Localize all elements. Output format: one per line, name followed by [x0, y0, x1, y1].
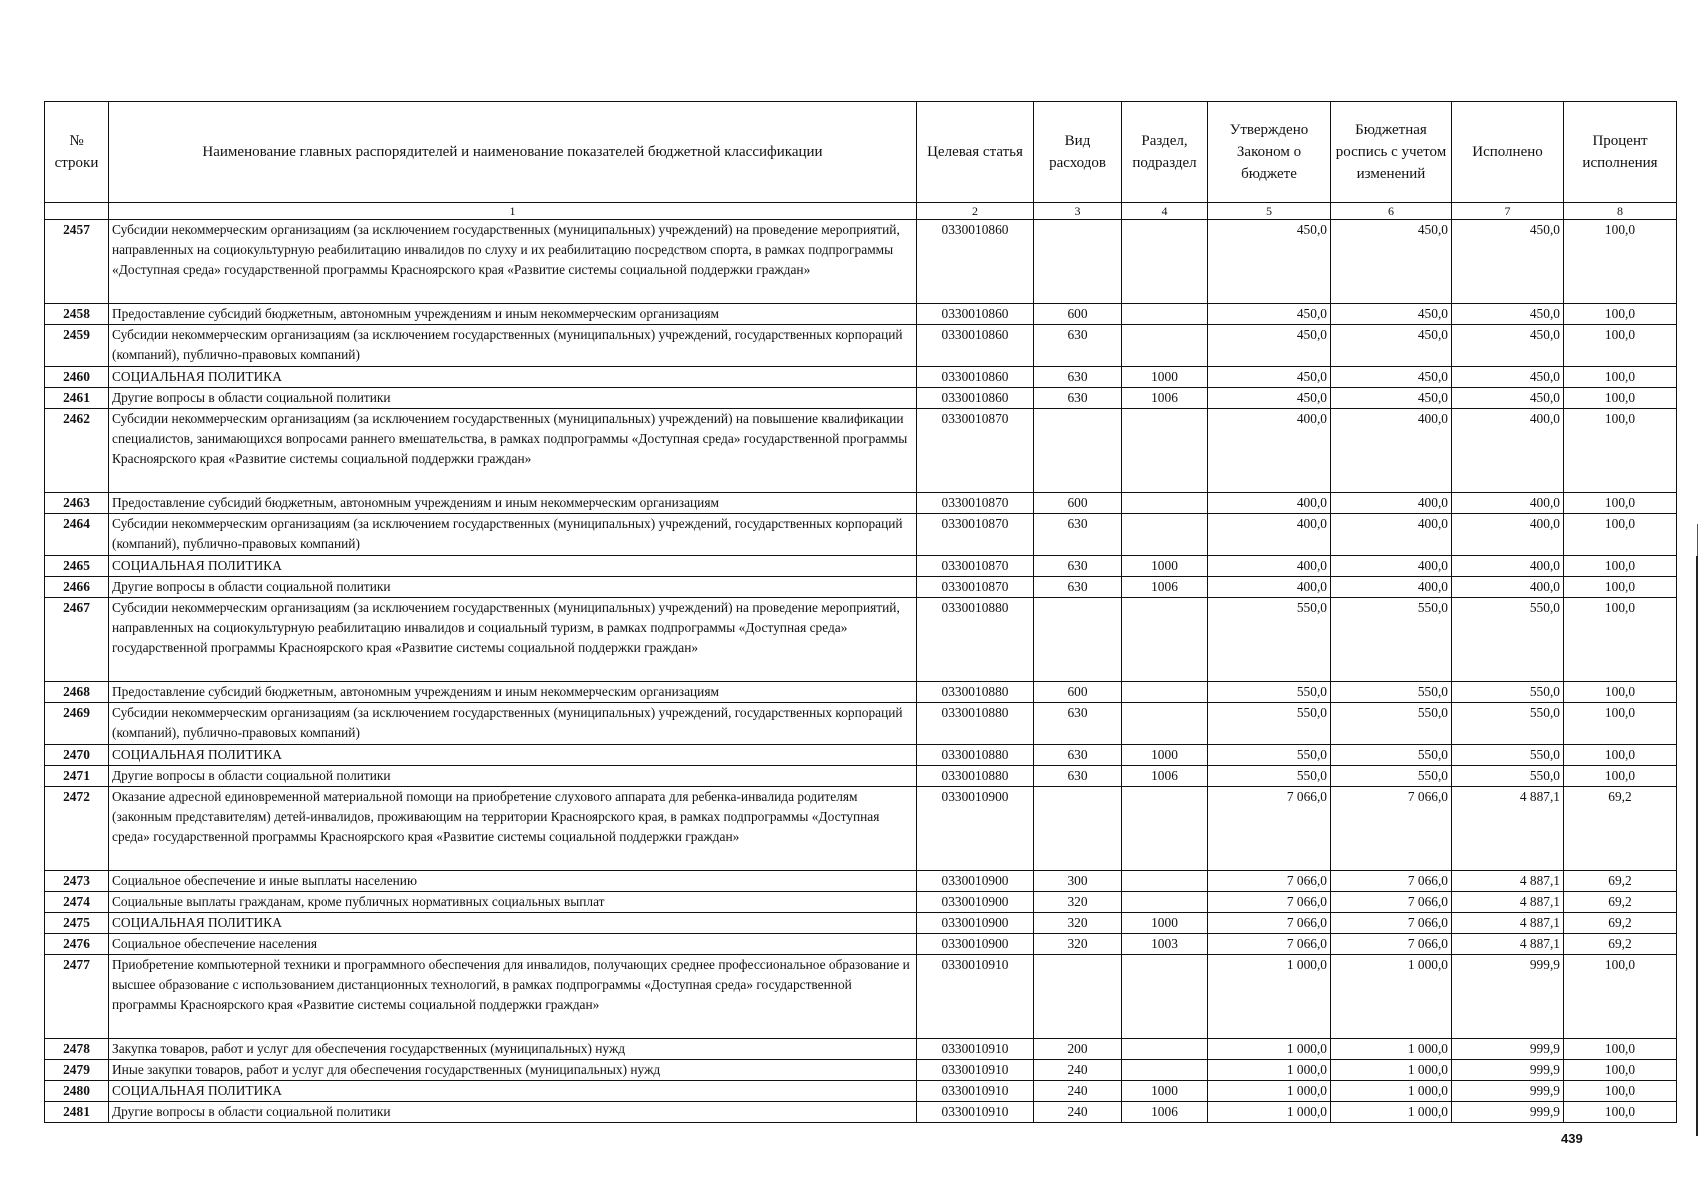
row-section: 1000: [1122, 913, 1208, 934]
row-budget-list: 550,0: [1331, 598, 1452, 682]
row-executed: 400,0: [1452, 577, 1564, 598]
row-number: 2471: [45, 766, 109, 787]
row-executed: 450,0: [1452, 304, 1564, 325]
row-name: Социальное обеспечение и иные выплаты населению: [109, 871, 917, 892]
table-row: [45, 493, 1677, 514]
row-budget-list: 7 066,0: [1331, 871, 1452, 892]
row-expense-type: 240: [1034, 1081, 1122, 1102]
row-target-article: 0330010870: [917, 577, 1034, 598]
row-approved: 550,0: [1208, 682, 1331, 703]
scan-edge-line: [1696, 556, 1698, 1136]
row-name: Социальные выплаты гражданам, кроме публичных нормативных социальных выплат: [109, 892, 917, 913]
row-number: 2459: [45, 325, 109, 367]
row-expense-type: [1034, 955, 1122, 1039]
row-percent: 100,0: [1564, 493, 1677, 514]
row-number: 2474: [45, 892, 109, 913]
row-number: 2465: [45, 556, 109, 577]
row-target-article: 0330010860: [917, 220, 1034, 304]
header-index-cell: 2: [917, 203, 1034, 220]
row-target-article: 0330010900: [917, 871, 1034, 892]
row-number: 2478: [45, 1039, 109, 1060]
row-target-article: 0330010880: [917, 703, 1034, 745]
row-number: 2460: [45, 367, 109, 388]
row-approved: 1 000,0: [1208, 1060, 1331, 1081]
header-target-article: Целевая статья: [917, 102, 1034, 203]
row-name: Другие вопросы в области социальной политики: [109, 577, 917, 598]
row-number: 2469: [45, 703, 109, 745]
row-number: 2457: [45, 220, 109, 304]
row-section: 1003: [1122, 934, 1208, 955]
row-expense-type: 600: [1034, 682, 1122, 703]
row-percent: 69,2: [1564, 871, 1677, 892]
row-section: [1122, 514, 1208, 556]
row-approved: 450,0: [1208, 388, 1331, 409]
table-row: [45, 892, 1677, 913]
row-executed: 400,0: [1452, 409, 1564, 493]
budget-table-sheet: [44, 101, 1676, 1132]
row-number: 2468: [45, 682, 109, 703]
row-section: [1122, 1039, 1208, 1060]
table-row: [45, 577, 1677, 598]
row-target-article: 0330010900: [917, 892, 1034, 913]
row-approved: 1 000,0: [1208, 1102, 1331, 1123]
row-expense-type: 630: [1034, 556, 1122, 577]
row-number: 2477: [45, 955, 109, 1039]
row-section: 1006: [1122, 388, 1208, 409]
row-number: 2463: [45, 493, 109, 514]
row-percent: 100,0: [1564, 703, 1677, 745]
row-percent: 100,0: [1564, 304, 1677, 325]
row-name: Субсидии некоммерческим организациям (за исключением государственных (муниципальных) учреждений, государственных корпораций (компаний), публично-правовых компаний): [109, 514, 917, 556]
header-expense-type: Вид расходов: [1034, 102, 1122, 203]
table-row: [45, 871, 1677, 892]
table-row: [45, 409, 1677, 493]
row-name: СОЦИАЛЬНАЯ ПОЛИТИКА: [109, 367, 917, 388]
row-target-article: 0330010880: [917, 766, 1034, 787]
row-expense-type: 240: [1034, 1102, 1122, 1123]
page-number: 439: [1561, 1131, 1583, 1146]
row-expense-type: 630: [1034, 514, 1122, 556]
row-approved: 450,0: [1208, 304, 1331, 325]
header-index-cell: 8: [1564, 203, 1677, 220]
row-budget-list: 1 000,0: [1331, 1060, 1452, 1081]
row-executed: 450,0: [1452, 367, 1564, 388]
row-name: Закупка товаров, работ и услуг для обеспечения государственных (муниципальных) нужд: [109, 1039, 917, 1060]
row-approved: 400,0: [1208, 556, 1331, 577]
header-index-cell: [45, 203, 109, 220]
row-expense-type: 630: [1034, 388, 1122, 409]
row-name: Другие вопросы в области социальной политики: [109, 1102, 917, 1123]
row-executed: 550,0: [1452, 766, 1564, 787]
row-expense-type: 320: [1034, 892, 1122, 913]
row-number: 2481: [45, 1102, 109, 1123]
row-target-article: 0330010910: [917, 1060, 1034, 1081]
row-section: 1000: [1122, 1081, 1208, 1102]
row-section: [1122, 871, 1208, 892]
row-approved: 450,0: [1208, 367, 1331, 388]
row-approved: 400,0: [1208, 493, 1331, 514]
row-executed: 550,0: [1452, 598, 1564, 682]
row-name: СОЦИАЛЬНАЯ ПОЛИТИКА: [109, 1081, 917, 1102]
row-budget-list: 400,0: [1331, 577, 1452, 598]
row-percent: 100,0: [1564, 598, 1677, 682]
row-percent: 100,0: [1564, 388, 1677, 409]
row-name: Социальное обеспечение населения: [109, 934, 917, 955]
row-executed: 4 887,1: [1452, 913, 1564, 934]
table-row: [45, 913, 1677, 934]
row-number: 2473: [45, 871, 109, 892]
row-number: 2479: [45, 1060, 109, 1081]
row-expense-type: 300: [1034, 871, 1122, 892]
row-expense-type: [1034, 409, 1122, 493]
header-name: Наименование главных распорядителей и наименование показателей бюджетной классификации: [109, 102, 917, 203]
row-approved: 1 000,0: [1208, 1039, 1331, 1060]
row-expense-type: [1034, 220, 1122, 304]
row-name: Субсидии некоммерческим организациям (за исключением государственных (муниципальных) учреждений, государственных корпораций (компаний), публично-правовых компаний): [109, 325, 917, 367]
row-target-article: 0330010860: [917, 304, 1034, 325]
row-approved: 450,0: [1208, 220, 1331, 304]
row-percent: 100,0: [1564, 1102, 1677, 1123]
row-expense-type: 600: [1034, 304, 1122, 325]
row-executed: 999,9: [1452, 1060, 1564, 1081]
row-expense-type: 630: [1034, 577, 1122, 598]
header-percent: Процент исполнения: [1564, 102, 1677, 203]
table-row: [45, 514, 1677, 556]
row-approved: 400,0: [1208, 514, 1331, 556]
row-name: Оказание адресной единовременной материальной помощи на приобретение слухового аппарата для ребенка-инвалида родителям (законным представителям) детей-инвалидов, проживающим на территории Красноярского края, в рамках подпрограммы «Доступная среда» государственной программы Красноярского края «Развитие системы социальной поддержки граждан»: [109, 787, 917, 871]
row-target-article: 0330010900: [917, 787, 1034, 871]
row-budget-list: 450,0: [1331, 367, 1452, 388]
row-executed: 999,9: [1452, 1039, 1564, 1060]
header-index-cell: 1: [109, 203, 917, 220]
row-expense-type: 630: [1034, 325, 1122, 367]
row-target-article: 0330010870: [917, 409, 1034, 493]
header-index-cell: 7: [1452, 203, 1564, 220]
row-executed: 550,0: [1452, 703, 1564, 745]
row-section: [1122, 892, 1208, 913]
row-percent: 100,0: [1564, 1081, 1677, 1102]
row-approved: 1 000,0: [1208, 955, 1331, 1039]
row-section: 1000: [1122, 367, 1208, 388]
row-number: 2470: [45, 745, 109, 766]
header-section: Раздел, подраздел: [1122, 102, 1208, 203]
row-number: 2467: [45, 598, 109, 682]
row-section: [1122, 682, 1208, 703]
row-expense-type: 200: [1034, 1039, 1122, 1060]
row-approved: 400,0: [1208, 409, 1331, 493]
row-number: 2472: [45, 787, 109, 871]
row-number: 2461: [45, 388, 109, 409]
header-index-cell: 4: [1122, 203, 1208, 220]
row-approved: 400,0: [1208, 577, 1331, 598]
row-executed: 4 887,1: [1452, 934, 1564, 955]
row-budget-list: 550,0: [1331, 745, 1452, 766]
row-executed: 450,0: [1452, 325, 1564, 367]
row-expense-type: 630: [1034, 766, 1122, 787]
row-target-article: 0330010910: [917, 1039, 1034, 1060]
row-section: [1122, 703, 1208, 745]
row-name: Предоставление субсидий бюджетным, автономным учреждениям и иным некоммерческим организациям: [109, 682, 917, 703]
table-row: [45, 1060, 1677, 1081]
row-expense-type: 630: [1034, 745, 1122, 766]
row-budget-list: 1 000,0: [1331, 955, 1452, 1039]
row-name: СОЦИАЛЬНАЯ ПОЛИТИКА: [109, 913, 917, 934]
row-budget-list: 400,0: [1331, 556, 1452, 577]
row-name: Предоставление субсидий бюджетным, автономным учреждениям и иным некоммерческим организациям: [109, 493, 917, 514]
table-row: [45, 367, 1677, 388]
table-row: [45, 745, 1677, 766]
row-budget-list: 400,0: [1331, 493, 1452, 514]
row-target-article: 0330010910: [917, 1081, 1034, 1102]
row-executed: 400,0: [1452, 514, 1564, 556]
row-executed: 450,0: [1452, 388, 1564, 409]
row-executed: 400,0: [1452, 556, 1564, 577]
row-percent: 100,0: [1564, 682, 1677, 703]
row-expense-type: [1034, 787, 1122, 871]
row-percent: 100,0: [1564, 325, 1677, 367]
row-budget-list: 450,0: [1331, 388, 1452, 409]
row-budget-list: 400,0: [1331, 409, 1452, 493]
row-percent: 69,2: [1564, 934, 1677, 955]
table-row: [45, 955, 1677, 1039]
row-executed: 550,0: [1452, 745, 1564, 766]
row-executed: 400,0: [1452, 493, 1564, 514]
row-approved: 550,0: [1208, 598, 1331, 682]
row-budget-list: 7 066,0: [1331, 892, 1452, 913]
row-approved: 550,0: [1208, 703, 1331, 745]
row-section: 1006: [1122, 766, 1208, 787]
row-section: [1122, 220, 1208, 304]
row-executed: 999,9: [1452, 1102, 1564, 1123]
row-name: Другие вопросы в области социальной политики: [109, 388, 917, 409]
row-budget-list: 7 066,0: [1331, 913, 1452, 934]
row-budget-list: 450,0: [1331, 304, 1452, 325]
row-approved: 550,0: [1208, 745, 1331, 766]
table-row: [45, 220, 1677, 304]
row-percent: 100,0: [1564, 556, 1677, 577]
row-expense-type: 630: [1034, 367, 1122, 388]
row-approved: 1 000,0: [1208, 1081, 1331, 1102]
row-expense-type: [1034, 598, 1122, 682]
header-index-cell: 5: [1208, 203, 1331, 220]
row-section: [1122, 304, 1208, 325]
row-name: Иные закупки товаров, работ и услуг для обеспечения государственных (муниципальных) нужд: [109, 1060, 917, 1081]
row-executed: 4 887,1: [1452, 787, 1564, 871]
row-name: Субсидии некоммерческим организациям (за исключением государственных (муниципальных) учреждений) на проведение мероприятий, направленных на социокультурную реабилитацию инвалидов и социальный туризм, в рамках подпрограммы «Доступная среда» государственной программы Красноярского края «Развитие системы социальной поддержки граждан»: [109, 598, 917, 682]
row-section: 1000: [1122, 745, 1208, 766]
row-section: [1122, 598, 1208, 682]
row-target-article: 0330010910: [917, 1102, 1034, 1123]
row-percent: 69,2: [1564, 913, 1677, 934]
table-header: [45, 102, 1677, 220]
header-approved: Утверждено Законом о бюджете: [1208, 102, 1331, 203]
row-budget-list: 7 066,0: [1331, 934, 1452, 955]
header-index-cell: 6: [1331, 203, 1452, 220]
table-row: [45, 598, 1677, 682]
row-percent: 100,0: [1564, 766, 1677, 787]
row-approved: 550,0: [1208, 766, 1331, 787]
header-row-number: № строки: [45, 102, 109, 203]
row-budget-list: 7 066,0: [1331, 787, 1452, 871]
table-row: [45, 1102, 1677, 1123]
header-budget-list: Бюджетная роспись с учетом изменений: [1331, 102, 1452, 203]
row-executed: 4 887,1: [1452, 871, 1564, 892]
row-target-article: 0330010910: [917, 955, 1034, 1039]
row-number: 2476: [45, 934, 109, 955]
row-approved: 7 066,0: [1208, 892, 1331, 913]
row-section: [1122, 787, 1208, 871]
row-executed: 999,9: [1452, 1081, 1564, 1102]
row-percent: 100,0: [1564, 1060, 1677, 1081]
row-name: Субсидии некоммерческим организациям (за исключением государственных (муниципальных) учреждений, государственных корпораций (компаний), публично-правовых компаний): [109, 703, 917, 745]
row-section: 1006: [1122, 577, 1208, 598]
row-approved: 7 066,0: [1208, 787, 1331, 871]
row-section: 1000: [1122, 556, 1208, 577]
row-expense-type: 600: [1034, 493, 1122, 514]
table-body: [45, 220, 1677, 1123]
budget-execution-table: [44, 101, 1677, 1123]
row-target-article: 0330010870: [917, 556, 1034, 577]
row-budget-list: 1 000,0: [1331, 1039, 1452, 1060]
row-name: Другие вопросы в области социальной политики: [109, 766, 917, 787]
table-row: [45, 787, 1677, 871]
row-section: 1006: [1122, 1102, 1208, 1123]
table-row: [45, 934, 1677, 955]
table-row: [45, 388, 1677, 409]
row-budget-list: 1 000,0: [1331, 1102, 1452, 1123]
row-section: [1122, 493, 1208, 514]
row-budget-list: 450,0: [1331, 220, 1452, 304]
table-row: [45, 766, 1677, 787]
table-row: [45, 682, 1677, 703]
row-number: 2464: [45, 514, 109, 556]
row-number: 2480: [45, 1081, 109, 1102]
row-executed: 999,9: [1452, 955, 1564, 1039]
row-budget-list: 550,0: [1331, 682, 1452, 703]
row-approved: 7 066,0: [1208, 934, 1331, 955]
row-expense-type: 320: [1034, 934, 1122, 955]
row-percent: 69,2: [1564, 892, 1677, 913]
row-section: [1122, 325, 1208, 367]
row-name: СОЦИАЛЬНАЯ ПОЛИТИКА: [109, 745, 917, 766]
row-percent: 100,0: [1564, 1039, 1677, 1060]
row-name: Предоставление субсидий бюджетным, автономным учреждениям и иным некоммерческим организациям: [109, 304, 917, 325]
row-approved: 450,0: [1208, 325, 1331, 367]
row-expense-type: 240: [1034, 1060, 1122, 1081]
header-executed: Исполнено: [1452, 102, 1564, 203]
table-row: [45, 304, 1677, 325]
row-number: 2475: [45, 913, 109, 934]
table-row: [45, 703, 1677, 745]
row-target-article: 0330010870: [917, 514, 1034, 556]
header-index-row: [45, 203, 1677, 220]
table-row: [45, 325, 1677, 367]
row-name: Субсидии некоммерческим организациям (за исключением государственных (муниципальных) учреждений) на повышение квалификации специалистов, занимающихся вопросами раннего вмешательства, в рамках подпрограммы «Доступная среда» государственной программы Красноярского края «Развитие системы социальной поддержки граждан»: [109, 409, 917, 493]
row-target-article: 0330010870: [917, 493, 1034, 514]
row-percent: 100,0: [1564, 955, 1677, 1039]
row-target-article: 0330010860: [917, 325, 1034, 367]
row-percent: 100,0: [1564, 745, 1677, 766]
row-budget-list: 550,0: [1331, 766, 1452, 787]
row-number: 2462: [45, 409, 109, 493]
row-budget-list: 1 000,0: [1331, 1081, 1452, 1102]
row-budget-list: 400,0: [1331, 514, 1452, 556]
row-executed: 450,0: [1452, 220, 1564, 304]
row-number: 2458: [45, 304, 109, 325]
row-approved: 7 066,0: [1208, 913, 1331, 934]
row-target-article: 0330010900: [917, 913, 1034, 934]
row-name: Приобретение компьютерной техники и программного обеспечения для инвалидов, получающих среднее профессиональное образование и высшее образование с использованием дистанционных технологий, в рамках подпрограммы «Доступная среда» государственной программы Красноярского края «Развитие системы социальной поддержки граждан»: [109, 955, 917, 1039]
row-section: [1122, 409, 1208, 493]
table-row: [45, 1081, 1677, 1102]
row-section: [1122, 955, 1208, 1039]
row-percent: 100,0: [1564, 409, 1677, 493]
header-index-cell: 3: [1034, 203, 1122, 220]
row-executed: 550,0: [1452, 682, 1564, 703]
row-target-article: 0330010900: [917, 934, 1034, 955]
row-budget-list: 550,0: [1331, 703, 1452, 745]
row-budget-list: 450,0: [1331, 325, 1452, 367]
table-row: [45, 1039, 1677, 1060]
row-target-article: 0330010880: [917, 598, 1034, 682]
row-executed: 4 887,1: [1452, 892, 1564, 913]
row-section: [1122, 1060, 1208, 1081]
table-row: [45, 556, 1677, 577]
row-name: Субсидии некоммерческим организациям (за исключением государственных (муниципальных) учреждений) на проведение мероприятий, направленных на социокультурную реабилитацию инвалидов по слуху и их реабилитацию посредством спорта, в рамках подпрограммы «Доступная среда» государственной программы Красноярского края «Развитие системы социальной поддержки граждан»: [109, 220, 917, 304]
row-expense-type: 630: [1034, 703, 1122, 745]
row-percent: 100,0: [1564, 577, 1677, 598]
row-target-article: 0330010860: [917, 367, 1034, 388]
row-percent: 100,0: [1564, 367, 1677, 388]
row-target-article: 0330010880: [917, 682, 1034, 703]
row-target-article: 0330010880: [917, 745, 1034, 766]
row-name: СОЦИАЛЬНАЯ ПОЛИТИКА: [109, 556, 917, 577]
row-target-article: 0330010860: [917, 388, 1034, 409]
row-approved: 7 066,0: [1208, 871, 1331, 892]
row-number: 2466: [45, 577, 109, 598]
row-expense-type: 320: [1034, 913, 1122, 934]
row-percent: 100,0: [1564, 514, 1677, 556]
row-percent: 69,2: [1564, 787, 1677, 871]
row-percent: 100,0: [1564, 220, 1677, 304]
